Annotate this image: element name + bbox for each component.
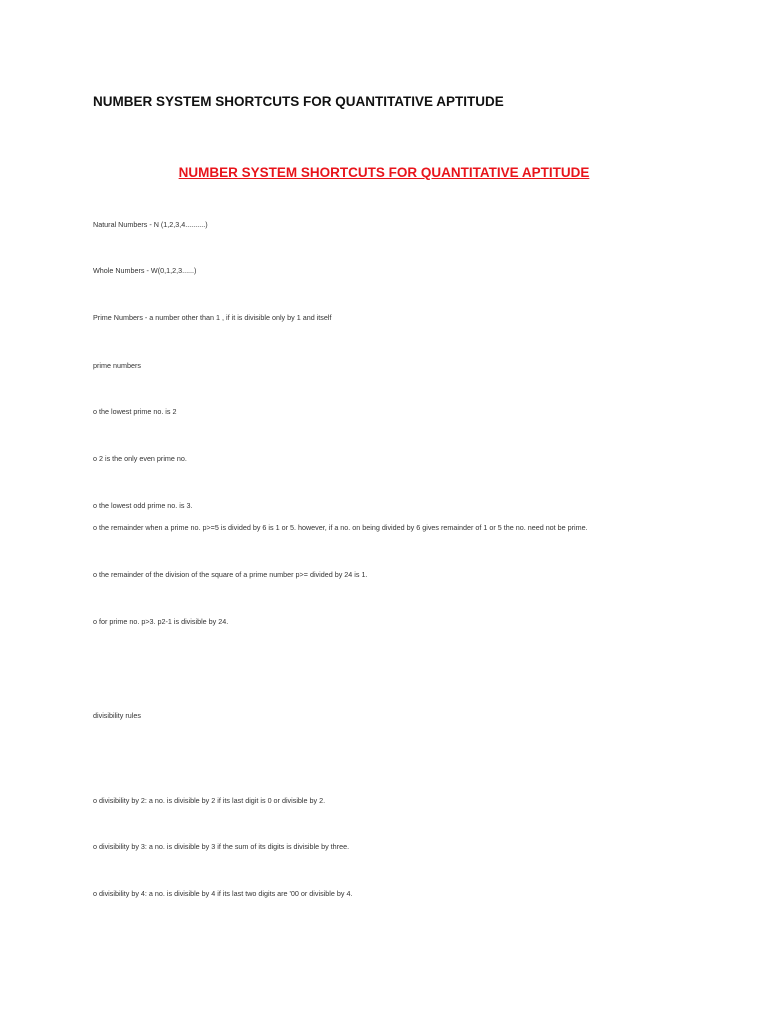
text-line-divisibility-rules-heading: divisibility rules <box>93 711 141 720</box>
text-line-divisibility-by-2: o divisibility by 2: a no. is divisible by 2 if its last digit is 0 or divisible by 2. <box>93 796 326 805</box>
text-line-divisibility-by-3: o divisibility by 3: a no. is divisible by 3 if the sum of its digits is divisible by three. <box>93 842 350 851</box>
text-line-lowest-odd-prime: o the lowest odd prime no. is 3. <box>93 501 193 510</box>
document-title: NUMBER SYSTEM SHORTCUTS FOR QUANTITATIVE APTITUDE <box>93 94 504 109</box>
text-line-only-even-prime: o 2 is the only even prime no. <box>93 454 187 463</box>
text-line-whole-numbers: Whole Numbers - W(0,1,2,3......) <box>93 266 197 275</box>
text-line-remainder-square-by-24: o the remainder of the division of the square of a prime number p>= divided by 24 is 1. <box>93 570 368 579</box>
text-line-remainder-by-6: o the remainder when a prime no. p>=5 is divided by 6 is 1 or 5. however, if a no. on being divided by 6 gives remainder of 1 or 5 the no. need not be prime. <box>93 523 588 532</box>
text-line-prime-numbers-heading: prime numbers <box>93 361 141 370</box>
text-line-divisibility-by-4: o divisibility by 4: a no. is divisible by 4 if its last two digits are '00 or divisible by 4. <box>93 889 353 898</box>
text-line-p2-minus-1: o for prime no. p>3. p2-1 is divisible by 24. <box>93 617 229 626</box>
text-line-prime-numbers-definition: Prime Numbers - a number other than 1 , if it is divisible only by 1 and itself <box>93 313 332 322</box>
text-line-natural-numbers: Natural Numbers - N (1,2,3,4..........) <box>93 220 208 229</box>
document-heading: NUMBER SYSTEM SHORTCUTS FOR QUANTITATIVE APTITUDE <box>178 165 590 180</box>
text-line-lowest-prime: o the lowest prime no. is 2 <box>93 407 177 416</box>
